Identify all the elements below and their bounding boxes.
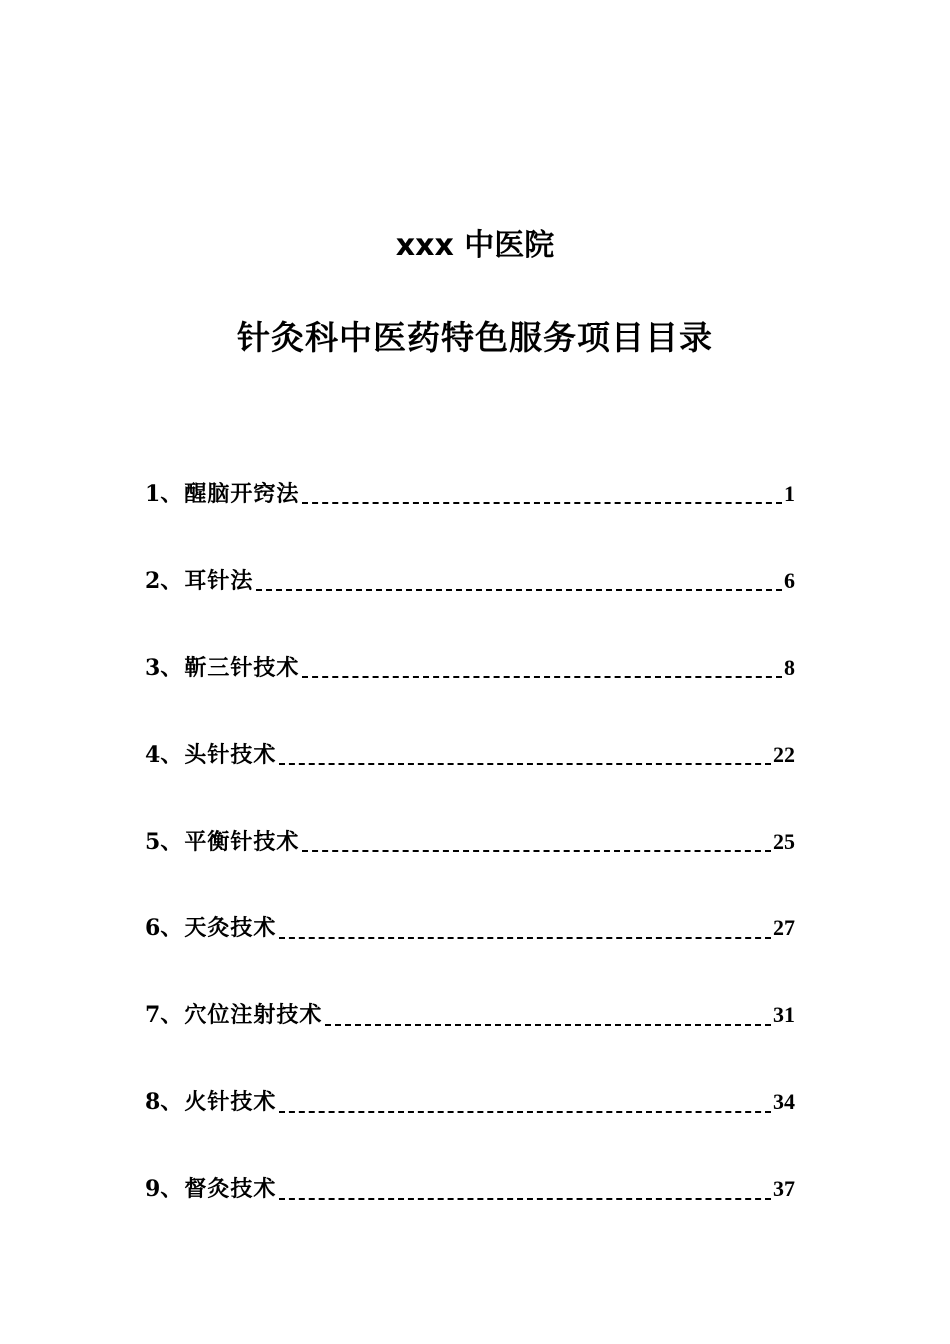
toc-entry-separator: 、 [160, 567, 183, 594]
toc-entry-title: 穴位注射技术 [184, 1002, 323, 1029]
toc-entry-separator: 、 [160, 1089, 183, 1116]
toc-entry-7 [145, 993, 795, 1080]
toc-entry-page: 22 [773, 741, 795, 767]
toc-entry-title: 天灸技术 [184, 915, 277, 942]
toc-entry-4 [145, 733, 795, 820]
toc-entry-separator: 、 [160, 741, 183, 768]
toc-entry-title: 平衡针技术 [184, 828, 300, 855]
toc-entry-page: 8 [784, 654, 795, 680]
toc-entry-title: 靳三针技术 [184, 654, 300, 681]
toc-leader-line [325, 1024, 771, 1026]
toc-entry-separator: 、 [160, 915, 183, 942]
toc-entry-page: 34 [773, 1089, 795, 1115]
toc-entry-separator: 、 [160, 1002, 183, 1029]
toc-entry-number: 5 [145, 828, 161, 855]
hospital-name: xxx 中医院 [395, 228, 555, 263]
toc-leader-line [279, 1198, 771, 1200]
toc-entry-number: 7 [145, 1002, 161, 1029]
toc-leader-line [302, 502, 782, 504]
toc-leader-line [302, 850, 771, 852]
catalog-title: 针灸科中医药特色服务项目目录 [237, 318, 713, 357]
toc-entry-9 [145, 1167, 795, 1254]
toc-entry-title: 醒脑开窍法 [184, 481, 300, 507]
toc-entry-page: 1 [784, 481, 795, 506]
toc-entry-page: 6 [784, 567, 795, 593]
toc-entry-1 [145, 472, 795, 559]
toc-entry-title: 头针技术 [184, 741, 277, 768]
table-of-contents [145, 472, 795, 1254]
toc-entry-separator: 、 [160, 654, 183, 681]
toc-entry-2 [145, 559, 795, 646]
toc-entry-title: 督灸技术 [184, 1176, 277, 1203]
toc-entry-number: 1 [145, 481, 161, 507]
toc-leader-line [279, 937, 771, 939]
toc-leader-line [279, 1111, 771, 1113]
toc-entry-separator: 、 [160, 828, 183, 855]
toc-entry-page: 37 [773, 1176, 795, 1202]
toc-entry-title: 火针技术 [184, 1089, 277, 1116]
toc-entry-number: 6 [145, 915, 161, 942]
toc-entry-title: 耳针法 [184, 567, 254, 594]
toc-entry-page: 25 [773, 828, 795, 854]
toc-entry-number: 2 [145, 567, 161, 594]
toc-leader-line [302, 676, 782, 678]
toc-entry-8 [145, 1080, 795, 1167]
toc-entry-number: 4 [145, 741, 161, 768]
toc-entry-page: 31 [773, 1002, 795, 1028]
toc-entry-number: 8 [145, 1089, 161, 1116]
toc-leader-line [256, 589, 782, 591]
toc-entry-separator: 、 [160, 481, 183, 507]
toc-leader-line [279, 763, 771, 765]
toc-entry-6 [145, 906, 795, 993]
toc-entry-3 [145, 646, 795, 733]
toc-entry-5 [145, 820, 795, 907]
toc-entry-page: 27 [773, 915, 795, 941]
toc-entry-separator: 、 [160, 1176, 183, 1203]
toc-entry-number: 9 [145, 1176, 161, 1203]
toc-entry-number: 3 [145, 654, 161, 681]
